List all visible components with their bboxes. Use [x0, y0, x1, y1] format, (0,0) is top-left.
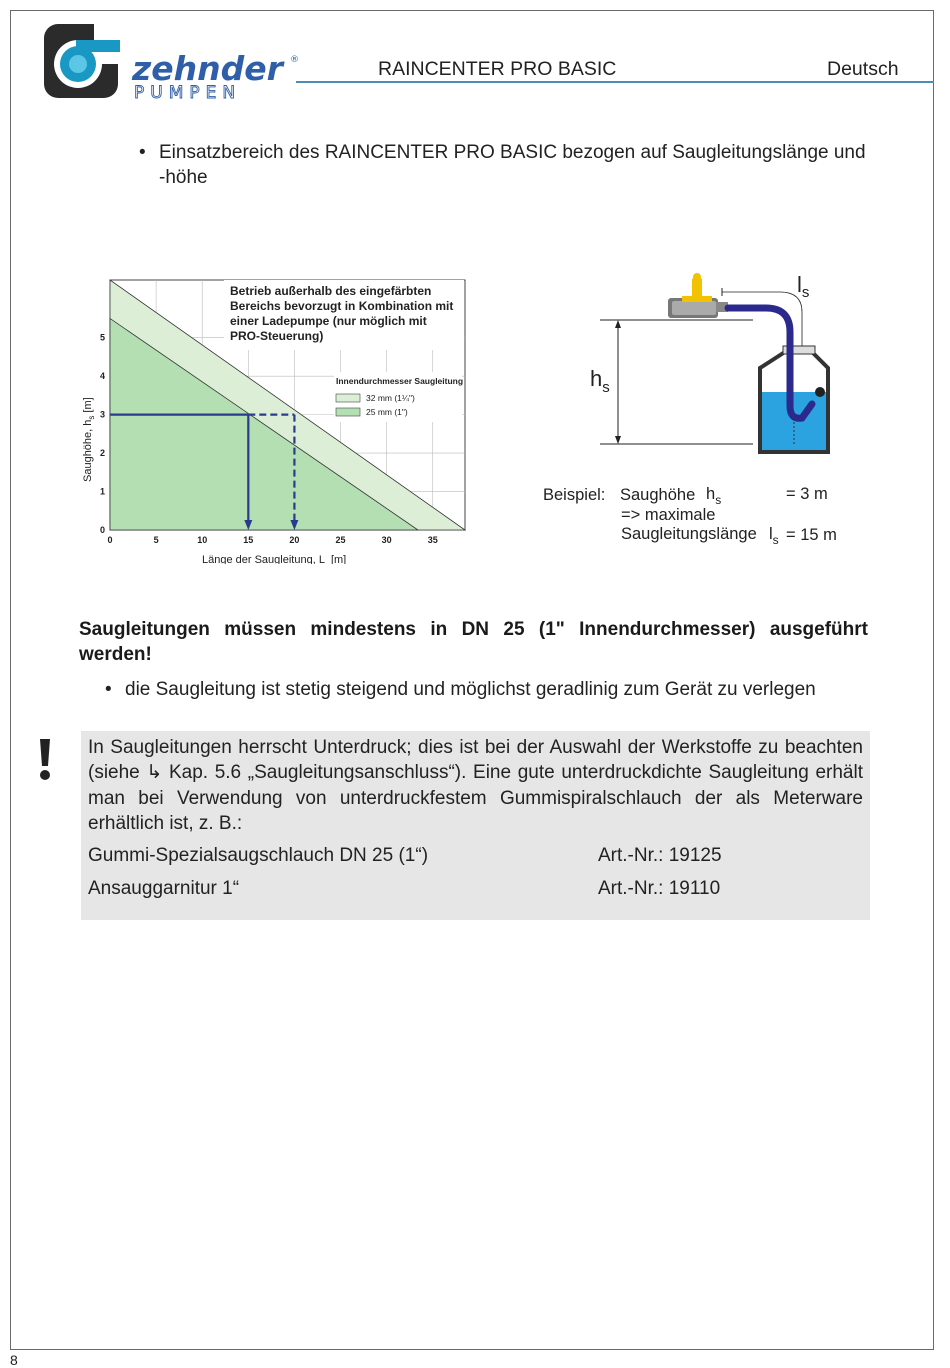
y-tick-label: 1 [99, 486, 105, 497]
installation-diagram [540, 268, 870, 558]
tank-icon [760, 346, 828, 452]
bullet-marker: • [139, 142, 146, 163]
logo-wordmark: zehnder [132, 49, 283, 88]
language-label: Deutsch [827, 58, 899, 80]
example-text: Beispiel: Saughöhe $h_s$ = 3 m => maximale Saugleitungslänge $l_s$ = 15 m [543, 485, 837, 547]
x-tick-label: 25 [335, 535, 346, 545]
legend-title: Innendurchmesser Saugleitung [336, 376, 464, 386]
y-tick-label: 2 [99, 448, 105, 459]
intro-bullet [139, 140, 919, 190]
intro-bullet-line2: -höhe [159, 167, 208, 188]
article-number: Art.-Nr.: 19110 [598, 878, 721, 899]
chart-annotation: Betrieb außerhalb des eingefärbten Bereichs bevorzugt in Kombination mit einer Ladepumpe (nur möglich mit PRO-Steuerung) [230, 284, 454, 343]
document-title: RAINCENTER PRO BASIC [378, 58, 617, 80]
y-tick-label: 5 [99, 332, 105, 343]
second-bullet [105, 677, 885, 702]
logo-subtitle: PUMPEN [134, 83, 242, 102]
hs-label: $h_s$ [590, 366, 610, 396]
article-name: Gummi-Spezialsaugschlauch DN 25 (1“) [88, 845, 429, 866]
arrow-down [615, 436, 621, 444]
bold-requirement: Saugleitungen müssen mindestens in DN 25 (1" Innendurchmesser) ausgeführt werden! [79, 619, 868, 665]
registered-mark: ® [290, 55, 299, 65]
legend-swatch-32mm [336, 394, 360, 402]
x-axis-label: Länge der Saugleitung, L [m] [202, 554, 347, 564]
water-fill [762, 392, 826, 450]
pump-icon [668, 273, 728, 318]
x-tick-label: 35 [427, 535, 438, 545]
x-tick-label: 20 [289, 535, 300, 545]
intro-bullet-line1: Einsatzbereich des RAINCENTER PRO BASIC bezogen auf Saugleitungslänge und [159, 142, 866, 163]
y-tick-label: 0 [99, 525, 105, 535]
y-axis-label: Saughöhe, $h_s[m]$ [82, 397, 96, 482]
x-tick-label: 0 [107, 535, 113, 545]
article-number: Art.-Nr.: 19125 [598, 845, 722, 866]
x-tick-label: 30 [381, 535, 392, 545]
article-row [88, 878, 721, 900]
y-tick-label: 4 [99, 371, 105, 382]
suction-range-chart [76, 272, 471, 564]
legend-label-32mm: 32 mm (1¼") [366, 393, 415, 403]
page-number: 8 [10, 1352, 18, 1368]
x-tick-label: 10 [197, 535, 208, 545]
exclamation-icon [38, 737, 52, 781]
zehnder-logo [42, 22, 302, 102]
header-rule [296, 81, 934, 83]
second-bullet-text: die Saugleitung ist stetig steigend und möglichst geradlinig zum Gerät zu verlegen [125, 679, 816, 700]
ls-label: $l_s$ [797, 272, 810, 301]
x-tick-label: 15 [243, 535, 254, 545]
float-ball [815, 387, 825, 397]
y-tick-label: 3 [99, 409, 105, 420]
article-name: Ansauggarnitur 1“ [88, 878, 240, 899]
arrow-up [615, 320, 621, 328]
x-tick-label: 5 [153, 535, 159, 545]
bullet-marker: • [105, 679, 112, 700]
arrow-reference-icon: ↳ [146, 762, 163, 784]
legend-swatch-25mm [336, 408, 360, 416]
legend-label-25mm: 25 mm (1") [366, 407, 408, 417]
warning-text: In Saugleitungen herrscht Unterdruck; dies ist bei der Auswahl der Werkstoffe zu beachten (siehe ↳ Kap. 5.6 „Saugleitungsanschluss“). Eine gute unterdruckdichte Saugleitung erhält man bei Verwendung von unterdruckfestem Gummispiralschlauch der als Meterware erhältlich ist, z. B.: [88, 737, 863, 834]
warning-box [81, 731, 870, 920]
article-row [88, 845, 722, 867]
